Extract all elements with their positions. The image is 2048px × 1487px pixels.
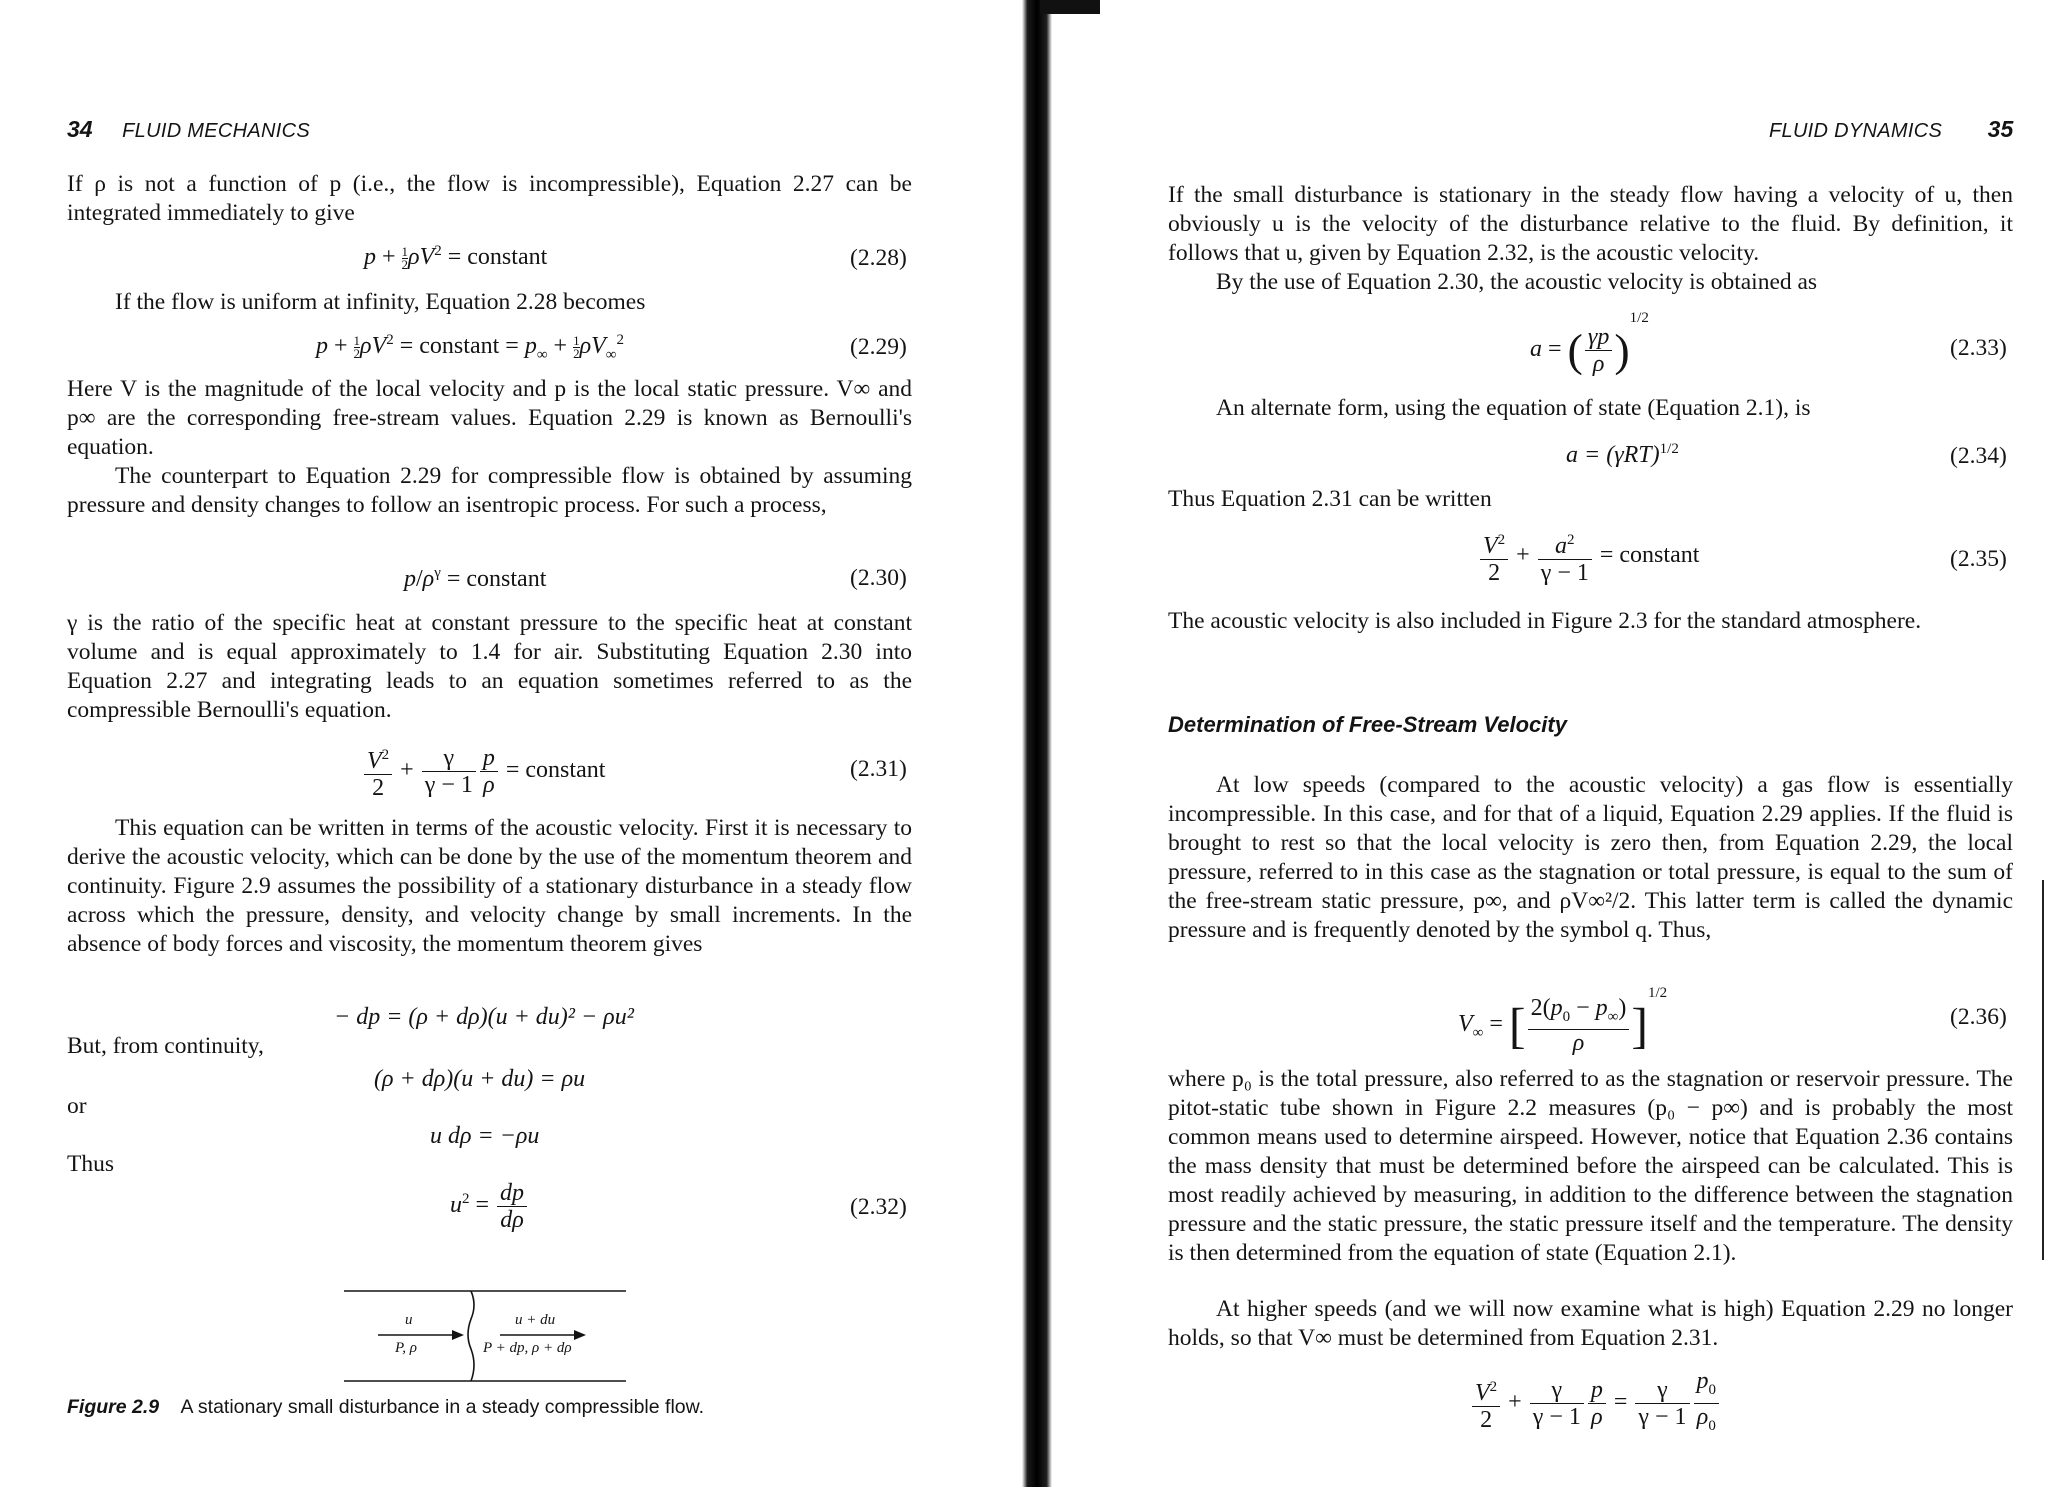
paragraph: where p₀ is the total pressure, also referred to as the stagnation or reservoir pressure. The pitot-static tube shown in Figure 2.2 measures (p₀ − p∞) and is probably the most common means used to determine airspeed. However, notice that Equation 2.36 contains the mass density that must be determined before the airspeed can be calculated. This is most readily achieved by measuring, in addition to the difference between the stagnation pressure and the static pressure, the static pressure itself and the temperature. The density is then determined from the equation of state (Equation 2.1). (1168, 1066, 2013, 1266)
paragraph: At low speeds (compared to the acoustic velocity) a gas flow is essentially incompressible. In this case, and for that of a liquid, Equation 2.29 applies. If the fluid is brought to rest so that the local velocity is zero then, from Equation 2.29, the local pressure, referred to in this case as the stagnation or total pressure, is equal to the sum of the free-stream static pressure, p∞, and ρV∞²/2. This latter term is called the dynamic pressure and is frequently denoted by the symbol q. Thus, (1168, 772, 2013, 943)
figure-label: u (405, 1312, 413, 1328)
text-line: If the flow is uniform at infinity, Equation 2.28 becomes (115, 289, 646, 315)
paragraph: At higher speeds (and we will now examine what is high) Equation 2.29 no longer holds, so that V∞ must be determined from Equation 2.31. (1168, 1296, 2013, 1351)
eq-text: a = (γRT) (1566, 442, 1660, 468)
equation-2-29: p + $\frac{1}{2}$ $\rho V^2$ = constant = $p_\infty$ + $\frac{1}{2}$ $\rho V_\infty^2$ (316, 332, 624, 363)
eq-exponent: 1/2 (1659, 441, 1679, 457)
paragraph: By the use of Equation 2.30, the acoustic velocity is obtained as (1216, 269, 1818, 295)
running-head-left (67, 116, 310, 143)
eq-rhs: constant (466, 566, 547, 592)
momentum-equation: − dp = (ρ + dρ)(u + du)² − ρu² (334, 1004, 634, 1030)
paragraph: If ρ is not a function of p (i.e., the flow is incompressible), Equation 2.27 can be integrated immediately to give (67, 171, 912, 226)
eq-rhs: constant (419, 333, 500, 359)
paragraph: If the small disturbance is stationary in the steady flow having a velocity of u, then obviously u is the velocity of the disturbance relative to the fluid. By definition, it follows that u, given by Equation 2.32, is the acoustic velocity. (1168, 182, 2013, 266)
paragraph: An alternate form, using the equation of state (Equation 2.1), is (1216, 395, 1811, 421)
equation-number: (2.33) (1950, 335, 2007, 361)
equation-2-34 (1566, 441, 1679, 469)
equation-2-32: $u^2$ = $\frac{dp}{d\rho}$ (450, 1180, 529, 1233)
eq-rhs: constant (1619, 542, 1700, 569)
paragraph: Thus Equation 2.31 can be written (1168, 486, 1492, 512)
figure-label: P, ρ (395, 1340, 417, 1356)
figure-label: P + dp, ρ + dρ (483, 1340, 572, 1356)
equation-number: (2.35) (1950, 546, 2007, 572)
left-page (0, 0, 1000, 1487)
equation: u dρ = −ρu (430, 1123, 540, 1149)
equation-2-28: p + $\frac{1}{2}$ $\rho V^2$ = constant (364, 243, 548, 272)
text-line: Thus (67, 1151, 114, 1177)
paragraph: The acoustic velocity is also included in Figure 2.3 for the standard atmosphere. (1168, 608, 1922, 634)
continuity-equation: (ρ + dρ)(u + du) = ρu (374, 1066, 586, 1092)
running-head-title: FLUID MECHANICS (122, 120, 311, 142)
eq-rhs: constant (525, 757, 606, 784)
figure-2-9-diagram (340, 1285, 640, 1385)
equation-number: (2.36) (1950, 1004, 2007, 1030)
running-head-right (1769, 116, 2013, 143)
equation-2-36: $V_\infty$ = [ $\frac{2(p_0 - p_\infty)}{\rho}$ ]$^{1/2}$ (1458, 985, 1668, 1057)
paragraph: The counterpart to Equation 2.29 for compressible flow is obtained by assuming pressure and density changes to follow an isentropic process. For such a process, (67, 463, 912, 518)
figure-caption-label: Figure 2.9 (67, 1396, 160, 1418)
page-number: 35 (1987, 116, 2014, 142)
equation-2-31: $\frac{V^2}{2}$ + $\frac{\gamma}{\gamma - 1}$ $\frac{p}{\rho}$ = constant (362, 742, 605, 801)
equation-number: (2.28) (850, 245, 907, 271)
equation-2-30: $p/\rho^\gamma$ = constant (404, 565, 547, 592)
equation-number: (2.30) (850, 565, 907, 591)
figure-caption-text: A stationary small disturbance in a steady compressible flow. (180, 1396, 705, 1418)
paragraph: γ is the ratio of the specific heat at constant pressure to the specific heat at constant volume and is equal approximately to 1.4 for air. Substituting Equation 2.30 into Equation 2.27 and integrating leads to an equation sometimes referred to as the compressible Bernoulli's equation. (67, 610, 912, 723)
equation-number: (2.29) (850, 334, 907, 360)
text-line: But, from continuity, (67, 1033, 264, 1059)
page-number: 34 (67, 116, 93, 142)
equation-number: (2.31) (850, 756, 907, 782)
equation: $\frac{V^2}{2}$ + $\frac{\gamma}{\gamma - 1}$ $\frac{p}{\rho}$ = $\frac{\gamma}{\gamma - 1}$ $\frac{p_0}{\rho_0}$ (1470, 1368, 1721, 1439)
equation-number: (2.34) (1950, 443, 2007, 469)
paragraph: Here V is the magnitude of the local velocity and p is the local static pressure. V∞ and p∞ are the corresponding free-stream values. Equation 2.29 is known as Bernoulli's equation. (67, 376, 912, 460)
section-heading: Determination of Free-Stream Velocity (1168, 712, 1567, 737)
equation-number: (2.32) (850, 1194, 907, 1220)
running-head-title: FLUID DYNAMICS (1769, 120, 1943, 142)
text-line: or (67, 1093, 87, 1119)
figure-label: u + du (515, 1312, 556, 1328)
eq-rhs: constant (467, 244, 548, 270)
right-page (1052, 0, 2048, 1487)
equation-2-35: $\frac{V^2}{2}$ + $\frac{a^2}{\gamma - 1}$ = constant (1478, 527, 1699, 586)
figure-caption (67, 1396, 704, 1419)
paragraph: This equation can be written in terms of the acoustic velocity. First it is necessary to derive the acoustic velocity, which can be done by the use of the momentum theorem and continuity. Figure 2.9 assumes the possibility of a stationary disturbance in a steady flow across which the pressure, density, and velocity change by small increments. In the absence of body forces and viscosity, the momentum theorem gives (67, 815, 912, 957)
equation-2-33: a = ( $\frac{\gamma p}{\rho}$ )$^{1/2}$ (1530, 310, 1649, 377)
book-spine-gutter (1022, 0, 1052, 1487)
